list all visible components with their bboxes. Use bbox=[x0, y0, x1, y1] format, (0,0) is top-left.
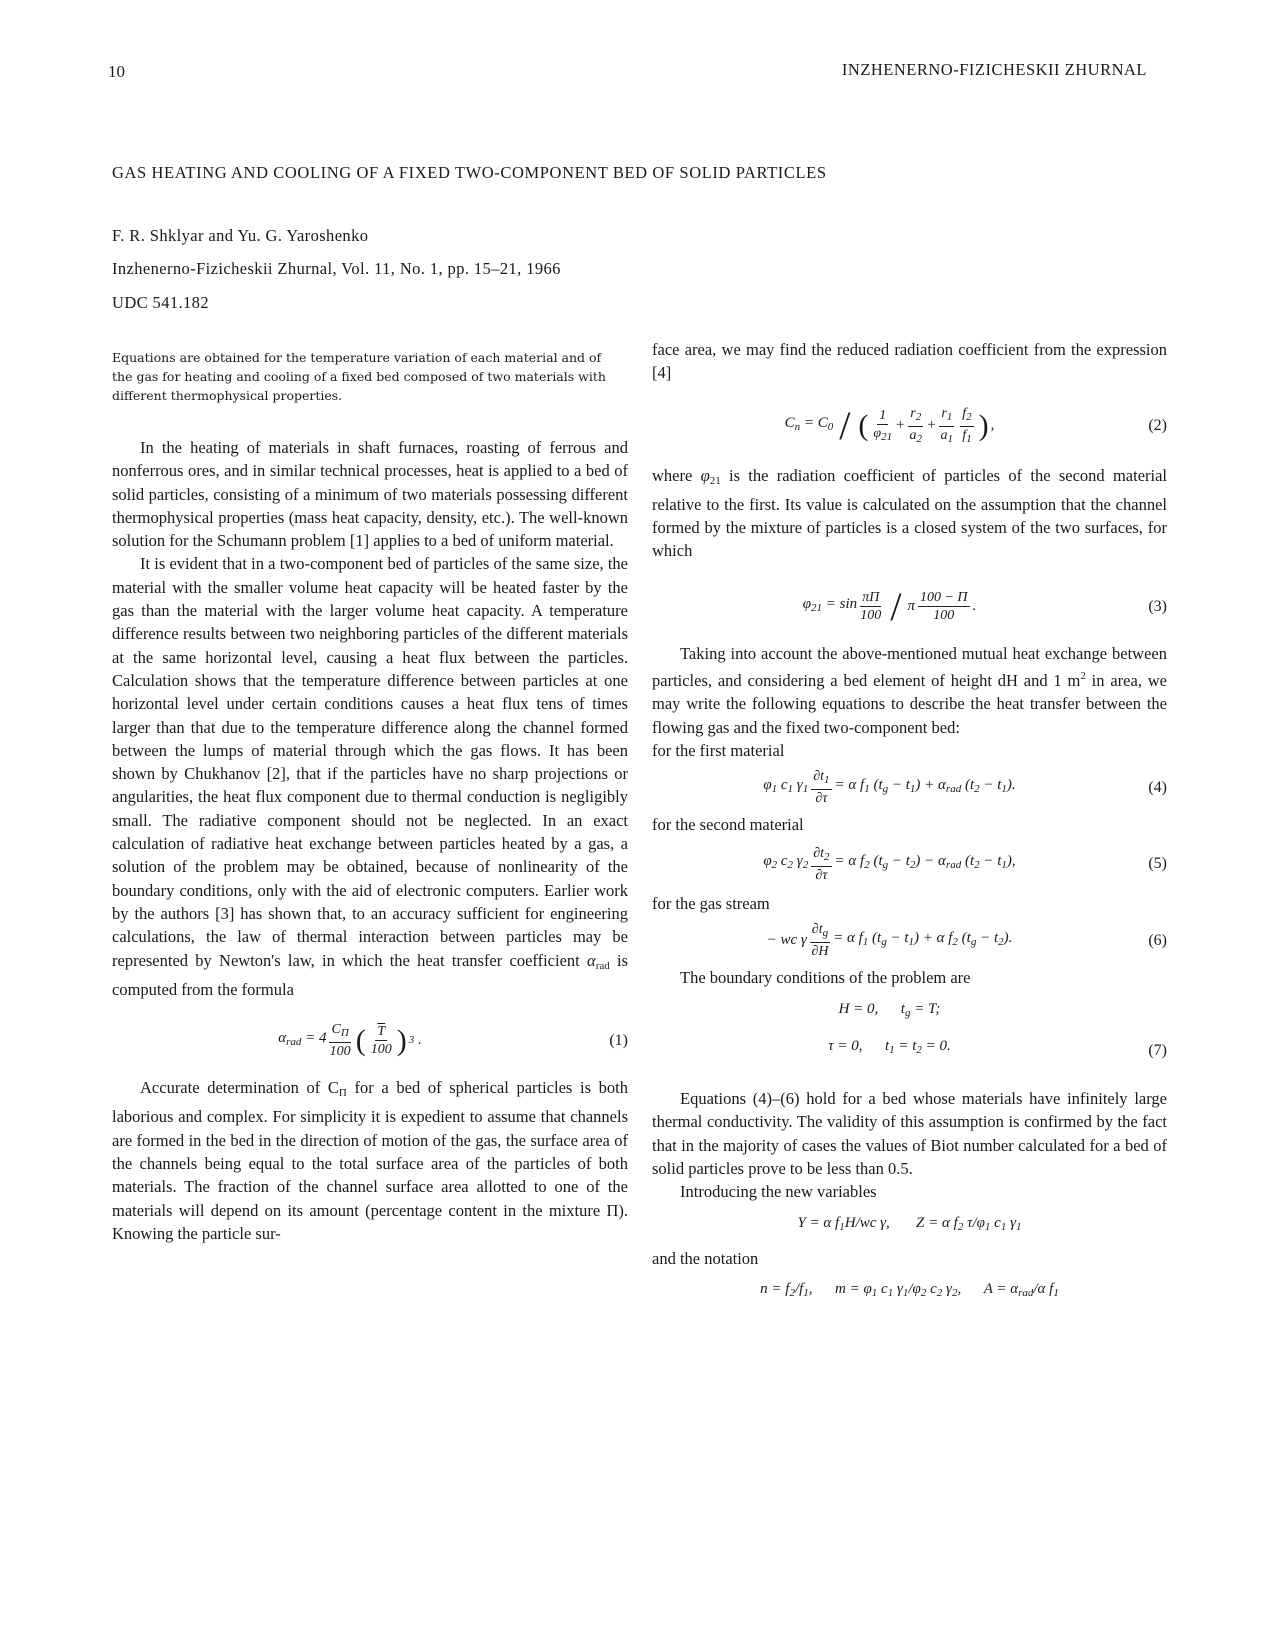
paragraph: face area, we may find the reduced radiation coefficient from the expression [4] bbox=[652, 340, 1167, 383]
equation-number: (7) bbox=[1148, 1042, 1167, 1060]
equation-number: (3) bbox=[1148, 597, 1167, 615]
label: for the second material bbox=[652, 815, 804, 835]
journal-name: INZHENERNO-FIZICHESKII ZHURNAL bbox=[841, 60, 1147, 79]
authors: F. R. Shklyar and Yu. G. Yaroshenko bbox=[112, 226, 369, 245]
new-variables: Y = α $f_1H/wc$ γ, Z = α $f_2$ $\tau/\varphi_1$ $c_1$ $\gamma_1$ bbox=[797, 1214, 1022, 1233]
equation-7: H = 0, $t_g = T$; τ = 0, $t_1 = t_2 = 0$. (7) bbox=[652, 993, 1167, 1067]
paragraph: Introducing the new variables bbox=[680, 1182, 877, 1202]
citation: Inzhenerno-Fizicheskii Zhurnal, Vol. 11, No. 1, pp. 15–21, 1966 bbox=[112, 259, 561, 278]
left-column bbox=[112, 436, 628, 1245]
equation-2: $C_n = C_0$ / ( $\frac{1}{\varphi_{21}}$ + $\frac{r_2}{a_2}$ + $\frac{r_1}{a_1}$ $\frac{f_2}{f_1}$ ) , (2) bbox=[784, 403, 1167, 449]
equation-3: $\varphi_{21} = \sin$ $\frac{\pi\Pi}{100}$ / π $\frac{100 - \Pi}{100}$ . (3) bbox=[802, 583, 1167, 629]
right-column bbox=[652, 338, 1167, 1306]
udc: UDC 541.182 bbox=[112, 293, 209, 312]
article-title: GAS HEATING AND COOLING OF A FIXED TWO-COMPONENT BED OF SOLID PARTICLES bbox=[112, 163, 827, 182]
paragraph: Equations (4)–(6) hold for a bed whose materials have infinitely large thermal conductivity. The validity of this assumption is confirmed by the fact that in the majority of cases the values of Biot number calculated for a bed of solid particles prove to be less than 0.5. bbox=[652, 1089, 1167, 1179]
paragraph: Taking into account the above-mentioned mutual heat exchange between particles, and considering a bed element of height dH and 1 $m^2$ in area, we may write the following equations to describe the heat transfer between the flowing gas and the fixed two-component bed: bbox=[652, 643, 1168, 737]
paragraph: where $\varphi_{21}$ is the radiation coefficient of particles of the second material relative to the first. Its value is calculated on the assumption that the channel formed by the mixture of particles is a closed system of the two surfaces, for which bbox=[652, 465, 1167, 561]
equation-number: (1) bbox=[609, 1031, 628, 1049]
paragraph: The boundary conditions of the problem are bbox=[680, 967, 971, 987]
paragraph: In the heating of materials in shaft furnaces, roasting of ferrous and nonferrous ores, and in similar technical processes, heat is applied to a bed of solid particles, consisting of a minimum of two materials possessing different thermophysical properties (mass heat capacity, density, etc.). The well-known solution for the Schumann problem [1] applies to a bed of uniform material. bbox=[112, 438, 628, 551]
label: for the gas stream bbox=[652, 893, 770, 913]
paragraph: It is evident that in a two-component bed of particles of the same size, the material with the smaller volume heat capacity will be heated faster by the gas than the material with the larger volume heat capacity. A temperature difference results between two neighboring particles of the different materials at the same horizontal level, causing a heat flux between the particles. Calculation shows that the temperature difference between particles at one horizontal level under certain conditions causes a heat flux tens of times larger than that due to the temperature difference along the channel formed between the lumps of material through which the gas flows. It has been shown by Chukhanov [2], that if the particles have no sharp projections or angularities, the heat flux component due to thermal conduction is negligibly small. The radiative component should not be neglected. In an exact calculation of radiative heat exchange between particles heated by a gas, a solution of the problem may be obtained, because of nonlinearity of the boundary conditions, only with the aid of electronic computers. Earlier work by the authors [3] has shown that, to an accuracy sufficient for engineering calculations, the law of thermal interaction between particles may be represented by Newton's law, in which the heat transfer coefficient $\alpha_{rad}$ is computed from the formula bbox=[112, 554, 628, 999]
equation-6: − wc γ $\frac{\partial t_g}{\partial H}$ = α $f_1$ $(t_g - t_1) + \alpha$ $f_2$ $(t_g - t_2)$. (6) bbox=[766, 921, 1167, 959]
equation-number: (5) bbox=[1148, 855, 1167, 873]
notation: $n = f_2/f_1$, $m = \varphi_1$ $c_1$ $\gamma_1/\varphi_2$ $c_2$ $\gamma_2$, $A = \alpha_{rad}/\alpha$ $f_1$ bbox=[760, 1281, 1059, 1300]
abstract: Equations are obtained for the temperature variation of each material and of the gas for heating and cooling of a fixed bed composed of two materials with different thermophysical properties. bbox=[112, 350, 606, 403]
equation-4: $\varphi_1$ $c_1$ $\gamma_1$ $\frac{\partial t_1}{\partial\tau}$ = α $f_1$ $(t_g - t_1) + \alpha_{rad}$ $(t_2 - t_1)$. (4) bbox=[763, 769, 1167, 807]
page-number: 10 bbox=[108, 62, 125, 81]
equation-5: $\varphi_2$ $c_2$ $\gamma_2$ $\frac{\partial t_2}{\partial\tau}$ = α $f_2$ $(t_g - t_2) - \alpha_{rad}$ $(t_2 - t_1)$, (5) bbox=[763, 845, 1167, 883]
paragraph: Accurate determination of $C_\Pi$ for a bed of spherical particles is both laborious and complex. For simplicity it is expedient to assume that channels are formed in the bed in the direction of motion of the gas, the surface area of the channels being equal to the total surface area of the particles of both materials. The fraction of the channel surface area allotted to one of the materials will depend on its amount (percentage content in the mixture Π). Knowing the particle sur- bbox=[112, 1078, 628, 1243]
equation-number: (2) bbox=[1148, 417, 1167, 435]
label: for the first material bbox=[652, 740, 785, 760]
equation-number: (6) bbox=[1148, 931, 1167, 949]
equation-number: (4) bbox=[1148, 779, 1167, 797]
equation-1: $\alpha_{rad} = 4$ $\frac{C_\Pi}{100}$ ( $\frac{\overline{T}}{100}$ ) 3 . (1) bbox=[278, 1022, 628, 1060]
paragraph: and the notation bbox=[652, 1248, 759, 1268]
